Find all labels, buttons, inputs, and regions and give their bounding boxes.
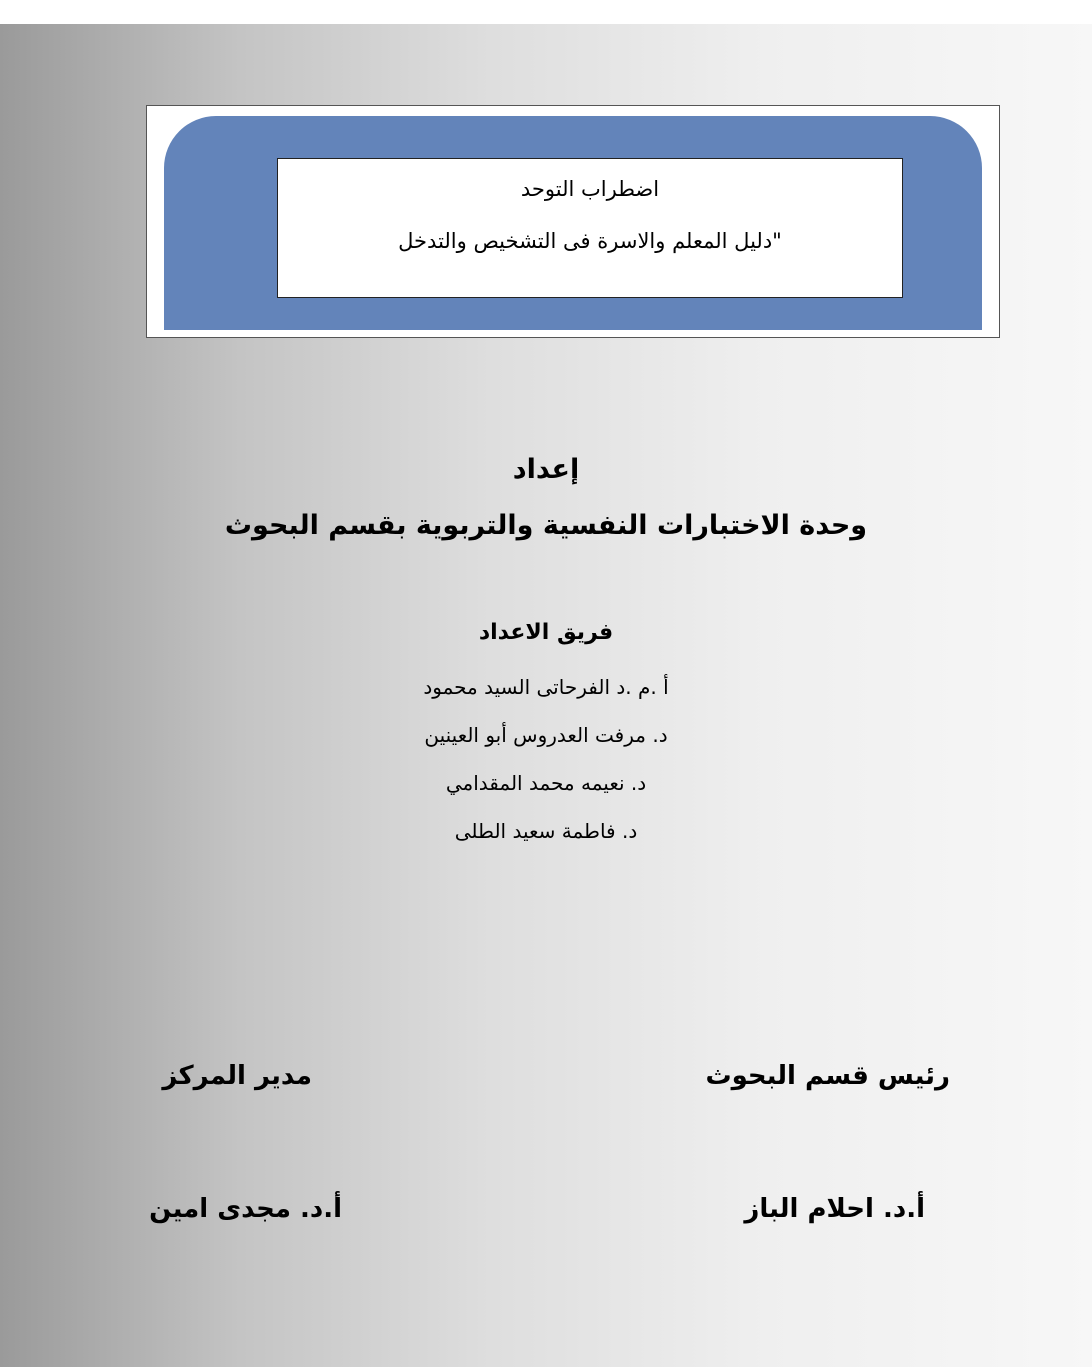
director-name: أ.د. مجدى امين [149, 1194, 342, 1224]
research-head-title: رئيس قسم البحوث [705, 1061, 950, 1091]
document-page [0, 24, 1092, 1367]
director-title: مدير المركز [162, 1061, 312, 1091]
document-subtitle: "دليل المعلم والاسرة فى التشخيص والتدخل [398, 229, 782, 253]
team-heading: فريق الاعداد [478, 620, 614, 645]
team-member: د. فاطمة سعيد الطلى [454, 819, 638, 843]
team-member: أ .م .د الفرحاتى السيد محمود [423, 675, 669, 699]
team-member: د. مرفت العدروس أبو العينين [424, 723, 668, 747]
title-frame [146, 105, 1000, 338]
team-member: د. نعيمه محمد المقدامي [445, 771, 647, 795]
title-box [277, 158, 903, 298]
document-title: اضطراب التوحد [520, 177, 660, 201]
title-banner [164, 116, 982, 330]
preparation-unit: وحدة الاختبارات النفسية والتربوية بقسم البحوث [224, 510, 868, 541]
preparation-heading: إعداد [512, 454, 580, 485]
research-head-name: أ.د. احلام الباز [744, 1194, 925, 1224]
